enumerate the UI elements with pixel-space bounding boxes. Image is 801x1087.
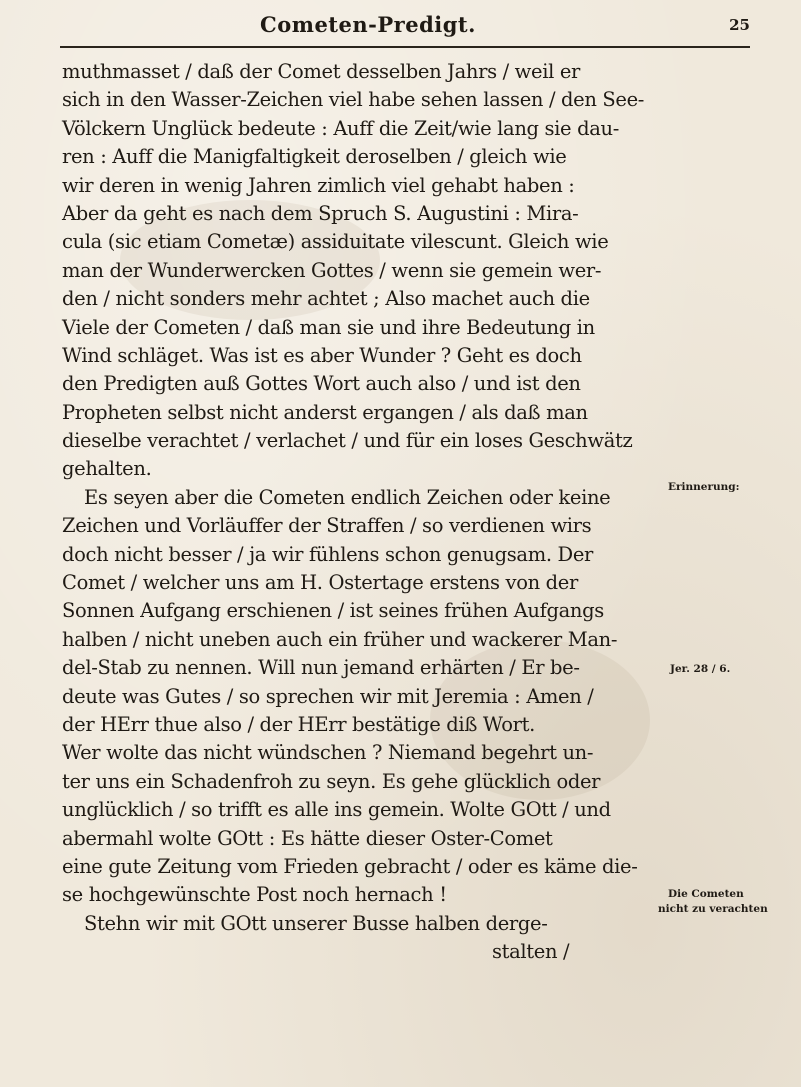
page-header	[60, 10, 750, 44]
text-line: se hochgewünschte Post noch hernach !	[62, 883, 447, 907]
text-line: del-Stab zu nennen. Will nun jemand erhärten / Er be-	[62, 656, 580, 680]
text-line: stalten /	[492, 940, 570, 964]
text-line: Es seyen aber die Cometen endlich Zeichen oder keine	[84, 485, 611, 509]
marginal-note-erinnerung: Erinnerung:	[668, 481, 740, 493]
text-line: abermahl wolte GOtt : Es hätte dieser Oster-Comet	[62, 826, 553, 850]
marginal-note-die-cometen: Die Cometen	[668, 888, 744, 900]
text-line: gehalten.	[62, 457, 152, 481]
text-line: Aber da geht es nach dem Spruch S. Augustini : Mira-	[62, 201, 579, 225]
text-line: Propheten selbst nicht anderst ergangen / als daß man	[62, 400, 588, 424]
text-line: den / nicht sonders mehr achtet ; Also machet auch die	[62, 287, 590, 311]
text-line: sich in den Wasser-Zeichen viel habe sehen lassen / den See-	[62, 88, 645, 112]
body-text	[62, 58, 662, 967]
text-line: cula (sic etiam Cometæ) assiduitate vilescunt. Gleich wie	[62, 230, 609, 254]
text-line: man der Wunderwercken Gottes / wenn sie gemein wer-	[62, 258, 602, 282]
text-line: Comet / welcher uns am H. Ostertage erstens von der	[62, 571, 578, 595]
text-line: muthmasset / daß der Comet desselben Jahrs / weil er	[62, 60, 580, 83]
text-line: der HErr thue also / der HErr bestätige diß Wort.	[62, 712, 535, 736]
text-line: wir deren in wenig Jahren zimlich viel gehabt haben :	[62, 173, 575, 197]
text-line: den Predigten auß Gottes Wort auch also / und ist den	[62, 372, 581, 396]
text-line: Wer wolte das nicht wündschen ? Niemand begehrt un-	[62, 741, 594, 765]
text-line: Stehn wir mit GOtt unserer Busse halben derge-	[84, 911, 548, 935]
marginal-note-bible-reference: Jer. 28 / 6.	[670, 663, 731, 675]
text-line: Zeichen und Vorläuffer der Straffen / so verdienen wirs	[62, 514, 592, 538]
text-line: Viele der Cometen / daß man sie und ihre Bedeutung in	[62, 315, 595, 339]
text-line: unglücklich / so trifft es alle ins gemein. Wolte GOtt / und	[62, 798, 611, 822]
marginal-note-nicht-zu-verachten: nicht zu verachten	[658, 903, 768, 915]
header-rule	[60, 46, 750, 48]
text-line: eine gute Zeitung vom Frieden gebracht / oder es käme die-	[62, 854, 638, 878]
text-line: dieselbe verachtet / verlachet / und für ein loses Geschwätz	[62, 429, 633, 453]
text-line: ter uns ein Schadenfroh zu seyn. Es gehe glücklich oder	[62, 769, 601, 793]
text-line: Wind schläget. Was ist es aber Wunder ? Geht es doch	[62, 343, 582, 367]
text-line: ren : Auff die Manigfaltigkeit deroselben / gleich wie	[62, 145, 567, 169]
text-line: doch nicht besser / ja wir fühlens schon genugsam. Der	[62, 542, 593, 566]
text-line: Sonnen Aufgang erschienen / ist seines frühen Aufgangs	[62, 599, 604, 623]
page-number: 25	[729, 16, 750, 34]
text-line: Völckern Unglück bedeute : Auff die Zeit/wie lang sie dau-	[62, 116, 619, 140]
text-line: deute was Gutes / so sprechen wir mit Jeremia : Amen /	[62, 684, 594, 708]
text-line: halben / nicht uneben auch ein früher und wackerer Man-	[62, 627, 618, 651]
running-title: Cometen-Predigt.	[260, 12, 476, 37]
